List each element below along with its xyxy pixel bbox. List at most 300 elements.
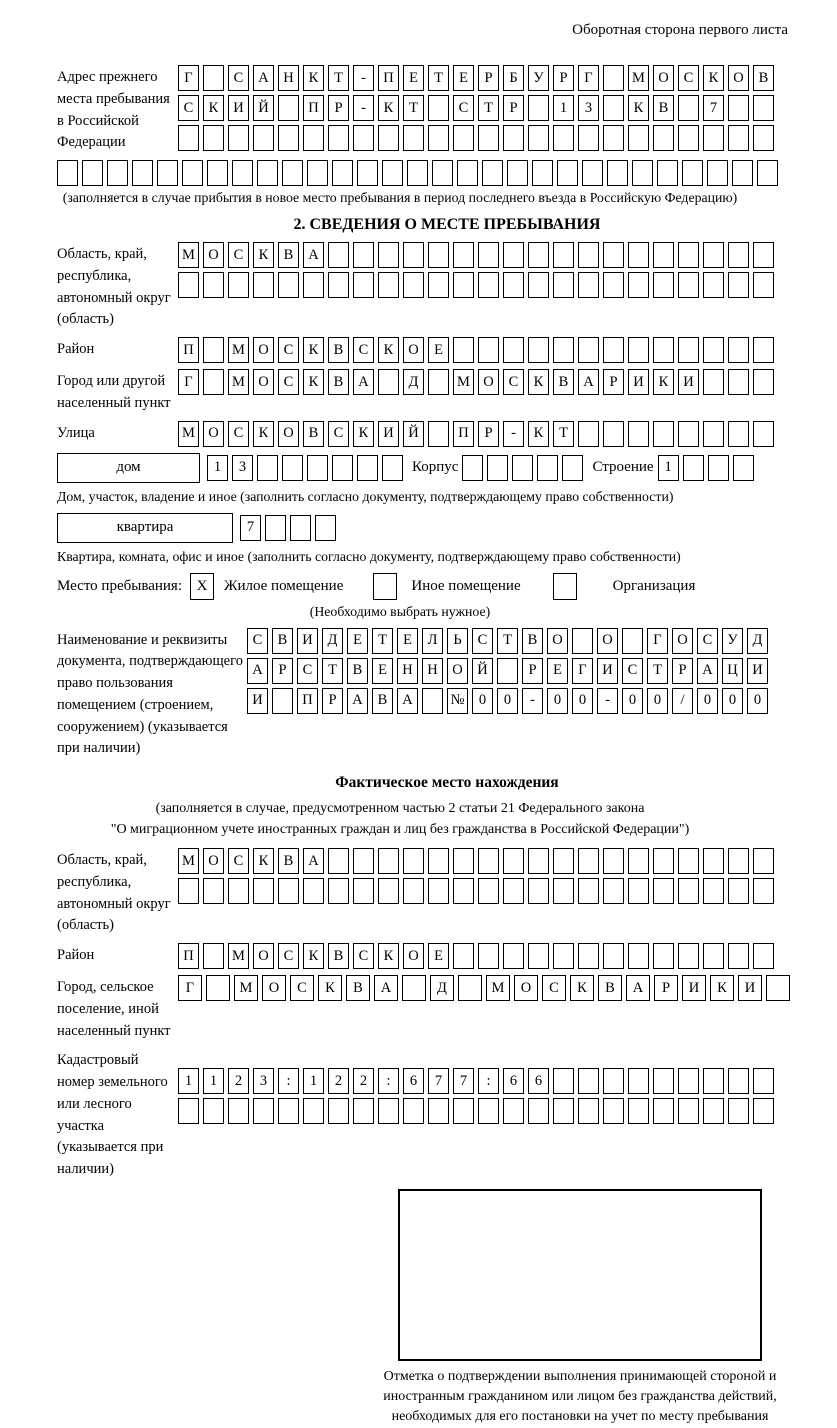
char-box[interactable]: [678, 421, 699, 447]
char-box[interactable]: [703, 943, 724, 969]
char-box[interactable]: Е: [372, 658, 393, 684]
char-box[interactable]: [703, 337, 724, 363]
char-box[interactable]: У: [722, 628, 743, 654]
char-box[interactable]: С: [503, 369, 524, 395]
char-box[interactable]: [653, 272, 674, 298]
char-box[interactable]: Г: [178, 65, 199, 91]
char-box[interactable]: Р: [478, 65, 499, 91]
char-box[interactable]: [453, 943, 474, 969]
char-box[interactable]: [403, 272, 424, 298]
char-box[interactable]: [265, 515, 286, 541]
char-box[interactable]: Т: [372, 628, 393, 654]
char-box[interactable]: [512, 455, 533, 481]
char-box[interactable]: И: [297, 628, 318, 654]
char-box[interactable]: [553, 125, 574, 151]
char-box[interactable]: И: [228, 95, 249, 121]
char-box[interactable]: [753, 1068, 774, 1094]
char-box[interactable]: 6: [503, 1068, 524, 1094]
char-box[interactable]: [578, 943, 599, 969]
char-box[interactable]: К: [703, 65, 724, 91]
char-box[interactable]: [503, 1098, 524, 1124]
char-box[interactable]: С: [353, 943, 374, 969]
char-box[interactable]: [253, 1098, 274, 1124]
char-box[interactable]: [503, 943, 524, 969]
char-box[interactable]: Й: [403, 421, 424, 447]
char-box[interactable]: [703, 272, 724, 298]
char-box[interactable]: [332, 455, 353, 481]
char-box[interactable]: О: [653, 65, 674, 91]
char-box[interactable]: 0: [497, 688, 518, 714]
char-box[interactable]: М: [234, 975, 258, 1001]
char-box[interactable]: [378, 125, 399, 151]
char-box[interactable]: К: [303, 337, 324, 363]
char-box[interactable]: [328, 125, 349, 151]
char-box[interactable]: О: [253, 369, 274, 395]
char-box[interactable]: С: [353, 337, 374, 363]
char-box[interactable]: [628, 848, 649, 874]
char-box[interactable]: [253, 125, 274, 151]
char-box[interactable]: [703, 242, 724, 268]
char-box[interactable]: [497, 658, 518, 684]
char-box[interactable]: В: [653, 95, 674, 121]
char-box[interactable]: 1: [178, 1068, 199, 1094]
char-box[interactable]: [766, 975, 790, 1001]
char-box[interactable]: М: [628, 65, 649, 91]
char-box[interactable]: [107, 160, 128, 186]
char-box[interactable]: [453, 1098, 474, 1124]
char-box[interactable]: [728, 878, 749, 904]
char-box[interactable]: Г: [572, 658, 593, 684]
char-box[interactable]: К: [303, 65, 324, 91]
char-box[interactable]: [353, 242, 374, 268]
char-box[interactable]: -: [522, 688, 543, 714]
char-box[interactable]: [132, 160, 153, 186]
char-box[interactable]: [382, 455, 403, 481]
char-box[interactable]: [206, 975, 230, 1001]
char-box[interactable]: [628, 421, 649, 447]
char-box[interactable]: [628, 1098, 649, 1124]
char-box[interactable]: [678, 242, 699, 268]
char-box[interactable]: [178, 878, 199, 904]
char-box[interactable]: [382, 160, 403, 186]
char-box[interactable]: Д: [322, 628, 343, 654]
char-box[interactable]: С: [278, 943, 299, 969]
char-box[interactable]: [653, 878, 674, 904]
char-box[interactable]: П: [178, 943, 199, 969]
char-box[interactable]: [703, 1098, 724, 1124]
char-box[interactable]: Г: [178, 369, 199, 395]
char-box[interactable]: [478, 337, 499, 363]
char-box[interactable]: [753, 125, 774, 151]
char-box[interactable]: [453, 878, 474, 904]
char-box[interactable]: [728, 848, 749, 874]
char-box[interactable]: [753, 848, 774, 874]
char-box[interactable]: К: [303, 943, 324, 969]
char-box[interactable]: А: [253, 65, 274, 91]
char-box[interactable]: А: [397, 688, 418, 714]
char-box[interactable]: [378, 272, 399, 298]
char-box[interactable]: [315, 515, 336, 541]
char-box[interactable]: [753, 878, 774, 904]
char-box[interactable]: К: [303, 369, 324, 395]
char-box[interactable]: Р: [603, 369, 624, 395]
char-box[interactable]: [207, 160, 228, 186]
char-box[interactable]: [453, 242, 474, 268]
char-box[interactable]: М: [228, 369, 249, 395]
char-box[interactable]: [553, 272, 574, 298]
char-box[interactable]: [603, 848, 624, 874]
char-box[interactable]: [678, 125, 699, 151]
char-box[interactable]: [353, 125, 374, 151]
char-box[interactable]: Ц: [722, 658, 743, 684]
char-box[interactable]: [453, 848, 474, 874]
char-box[interactable]: М: [486, 975, 510, 1001]
char-box[interactable]: [582, 160, 603, 186]
char-box[interactable]: [703, 421, 724, 447]
char-box[interactable]: [478, 272, 499, 298]
char-box[interactable]: 2: [328, 1068, 349, 1094]
char-box[interactable]: [678, 272, 699, 298]
char-box[interactable]: [703, 125, 724, 151]
char-box[interactable]: [282, 455, 303, 481]
char-box[interactable]: О: [672, 628, 693, 654]
char-box[interactable]: [282, 160, 303, 186]
char-box[interactable]: [728, 943, 749, 969]
char-box[interactable]: [678, 943, 699, 969]
char-box[interactable]: [728, 1068, 749, 1094]
char-box[interactable]: [628, 337, 649, 363]
char-box[interactable]: :: [478, 1068, 499, 1094]
char-box[interactable]: [528, 1098, 549, 1124]
char-box[interactable]: [528, 878, 549, 904]
char-box[interactable]: [428, 1098, 449, 1124]
char-box[interactable]: О: [547, 628, 568, 654]
char-box[interactable]: [528, 95, 549, 121]
char-box[interactable]: Б: [503, 65, 524, 91]
char-box[interactable]: [328, 848, 349, 874]
char-box[interactable]: [203, 878, 224, 904]
char-box[interactable]: [328, 242, 349, 268]
char-box[interactable]: В: [347, 658, 368, 684]
char-box[interactable]: В: [328, 337, 349, 363]
char-box[interactable]: [728, 1098, 749, 1124]
char-box[interactable]: 7: [240, 515, 261, 541]
char-box[interactable]: 6: [403, 1068, 424, 1094]
char-box[interactable]: К: [528, 421, 549, 447]
char-box[interactable]: П: [303, 95, 324, 121]
char-box[interactable]: Й: [472, 658, 493, 684]
char-box[interactable]: [678, 878, 699, 904]
char-box[interactable]: 6: [528, 1068, 549, 1094]
char-box[interactable]: Н: [397, 658, 418, 684]
char-box[interactable]: [157, 160, 178, 186]
char-box[interactable]: [228, 878, 249, 904]
char-box[interactable]: [428, 369, 449, 395]
char-box[interactable]: [653, 125, 674, 151]
char-box[interactable]: 1: [203, 1068, 224, 1094]
char-box[interactable]: О: [514, 975, 538, 1001]
char-box[interactable]: С: [247, 628, 268, 654]
char-box[interactable]: [482, 160, 503, 186]
char-box[interactable]: К: [378, 337, 399, 363]
char-box[interactable]: [278, 95, 299, 121]
char-box[interactable]: [503, 242, 524, 268]
char-box[interactable]: 7: [703, 95, 724, 121]
char-box[interactable]: [528, 337, 549, 363]
char-box[interactable]: Р: [322, 688, 343, 714]
char-box[interactable]: [528, 242, 549, 268]
char-box[interactable]: [402, 975, 426, 1001]
char-box[interactable]: :: [278, 1068, 299, 1094]
char-box[interactable]: Е: [547, 658, 568, 684]
char-box[interactable]: [753, 242, 774, 268]
char-box[interactable]: [703, 369, 724, 395]
char-box[interactable]: [603, 125, 624, 151]
char-box[interactable]: О: [403, 337, 424, 363]
char-box[interactable]: С: [328, 421, 349, 447]
char-box[interactable]: [453, 125, 474, 151]
char-box[interactable]: [232, 160, 253, 186]
char-box[interactable]: 3: [578, 95, 599, 121]
char-box[interactable]: Т: [553, 421, 574, 447]
char-box[interactable]: [290, 515, 311, 541]
char-box[interactable]: [528, 125, 549, 151]
char-box[interactable]: А: [303, 848, 324, 874]
char-box[interactable]: [503, 337, 524, 363]
char-box[interactable]: У: [528, 65, 549, 91]
char-box[interactable]: [578, 848, 599, 874]
char-box[interactable]: Т: [328, 65, 349, 91]
char-box[interactable]: [553, 943, 574, 969]
char-box[interactable]: С: [278, 369, 299, 395]
char-box[interactable]: [357, 160, 378, 186]
char-box[interactable]: [332, 160, 353, 186]
char-box[interactable]: П: [297, 688, 318, 714]
char-box[interactable]: В: [753, 65, 774, 91]
char-box[interactable]: [422, 688, 443, 714]
char-box[interactable]: [428, 421, 449, 447]
char-box[interactable]: [653, 242, 674, 268]
char-box[interactable]: [253, 878, 274, 904]
char-box[interactable]: -: [503, 421, 524, 447]
char-box[interactable]: Т: [403, 95, 424, 121]
char-box[interactable]: [753, 95, 774, 121]
char-box[interactable]: [682, 160, 703, 186]
char-box[interactable]: 1: [553, 95, 574, 121]
char-box[interactable]: [428, 878, 449, 904]
char-box[interactable]: [603, 1098, 624, 1124]
char-box[interactable]: [307, 455, 328, 481]
char-box[interactable]: С: [697, 628, 718, 654]
char-box[interactable]: [203, 943, 224, 969]
char-box[interactable]: [603, 1068, 624, 1094]
char-box[interactable]: /: [672, 688, 693, 714]
char-box[interactable]: О: [262, 975, 286, 1001]
char-box[interactable]: Д: [747, 628, 768, 654]
char-box[interactable]: О: [597, 628, 618, 654]
char-box[interactable]: [653, 848, 674, 874]
char-box[interactable]: [353, 878, 374, 904]
char-box[interactable]: А: [353, 369, 374, 395]
char-box[interactable]: [728, 272, 749, 298]
char-box[interactable]: [707, 160, 728, 186]
char-box[interactable]: Д: [403, 369, 424, 395]
char-box[interactable]: [728, 242, 749, 268]
char-box[interactable]: О: [403, 943, 424, 969]
char-box[interactable]: И: [378, 421, 399, 447]
char-box[interactable]: [728, 125, 749, 151]
char-box[interactable]: В: [278, 848, 299, 874]
char-box[interactable]: [578, 337, 599, 363]
char-box[interactable]: К: [203, 95, 224, 121]
char-box[interactable]: Р: [272, 658, 293, 684]
char-box[interactable]: [653, 421, 674, 447]
char-box[interactable]: 1: [207, 455, 228, 481]
char-box[interactable]: М: [178, 242, 199, 268]
char-box[interactable]: К: [378, 943, 399, 969]
char-box[interactable]: [378, 1098, 399, 1124]
char-box[interactable]: 1: [658, 455, 679, 481]
char-box[interactable]: [528, 272, 549, 298]
char-box[interactable]: [428, 125, 449, 151]
char-box[interactable]: [462, 455, 483, 481]
char-box[interactable]: [603, 943, 624, 969]
char-box[interactable]: С: [542, 975, 566, 1001]
char-box[interactable]: [622, 628, 643, 654]
char-box[interactable]: И: [747, 658, 768, 684]
char-box[interactable]: К: [253, 421, 274, 447]
char-box[interactable]: Р: [522, 658, 543, 684]
char-box[interactable]: [528, 943, 549, 969]
char-box[interactable]: [733, 455, 754, 481]
char-box[interactable]: Т: [647, 658, 668, 684]
char-box[interactable]: [578, 1068, 599, 1094]
char-box[interactable]: [628, 1068, 649, 1094]
char-box[interactable]: [203, 65, 224, 91]
char-box[interactable]: Р: [503, 95, 524, 121]
char-box[interactable]: [632, 160, 653, 186]
char-box[interactable]: [537, 455, 558, 481]
char-box[interactable]: М: [178, 848, 199, 874]
char-box[interactable]: [728, 369, 749, 395]
char-box[interactable]: К: [378, 95, 399, 121]
char-box[interactable]: С: [678, 65, 699, 91]
char-box[interactable]: [607, 160, 628, 186]
char-box[interactable]: Р: [553, 65, 574, 91]
char-box[interactable]: Р: [672, 658, 693, 684]
char-box[interactable]: [478, 125, 499, 151]
char-box[interactable]: О: [728, 65, 749, 91]
char-box[interactable]: [603, 65, 624, 91]
char-box[interactable]: [678, 1068, 699, 1094]
char-box[interactable]: [378, 242, 399, 268]
char-box[interactable]: [678, 95, 699, 121]
char-box[interactable]: Ь: [447, 628, 468, 654]
char-box[interactable]: [57, 160, 78, 186]
char-box[interactable]: Г: [178, 975, 202, 1001]
char-box[interactable]: К: [318, 975, 342, 1001]
char-box[interactable]: [203, 369, 224, 395]
char-box[interactable]: 7: [428, 1068, 449, 1094]
char-box[interactable]: А: [374, 975, 398, 1001]
char-box[interactable]: [753, 369, 774, 395]
char-box[interactable]: [578, 421, 599, 447]
char-box[interactable]: [728, 95, 749, 121]
char-box[interactable]: [272, 688, 293, 714]
char-box[interactable]: [603, 878, 624, 904]
char-box[interactable]: К: [710, 975, 734, 1001]
char-box[interactable]: [553, 242, 574, 268]
char-box[interactable]: М: [228, 337, 249, 363]
char-box[interactable]: [278, 878, 299, 904]
char-box[interactable]: [478, 242, 499, 268]
char-box[interactable]: [478, 1098, 499, 1124]
char-box[interactable]: [753, 272, 774, 298]
char-box[interactable]: О: [278, 421, 299, 447]
char-box[interactable]: [578, 272, 599, 298]
char-box[interactable]: [353, 848, 374, 874]
char-box[interactable]: С: [453, 95, 474, 121]
char-box[interactable]: [553, 848, 574, 874]
char-box[interactable]: [257, 455, 278, 481]
char-box[interactable]: И: [682, 975, 706, 1001]
char-box[interactable]: [82, 160, 103, 186]
char-box[interactable]: [753, 337, 774, 363]
char-box[interactable]: Н: [278, 65, 299, 91]
char-box[interactable]: К: [253, 242, 274, 268]
char-box[interactable]: [178, 125, 199, 151]
char-box[interactable]: [228, 125, 249, 151]
char-box[interactable]: [228, 1098, 249, 1124]
char-box[interactable]: [428, 272, 449, 298]
char-box[interactable]: К: [528, 369, 549, 395]
char-box[interactable]: И: [678, 369, 699, 395]
char-box[interactable]: М: [453, 369, 474, 395]
char-box[interactable]: [428, 242, 449, 268]
char-box[interactable]: [303, 1098, 324, 1124]
char-box[interactable]: [708, 455, 729, 481]
char-box[interactable]: [572, 628, 593, 654]
char-box[interactable]: О: [203, 242, 224, 268]
char-box[interactable]: Е: [428, 337, 449, 363]
char-box[interactable]: О: [478, 369, 499, 395]
char-box[interactable]: [178, 272, 199, 298]
char-box[interactable]: М: [178, 421, 199, 447]
char-box[interactable]: [628, 943, 649, 969]
char-box[interactable]: В: [522, 628, 543, 654]
char-box[interactable]: [528, 848, 549, 874]
char-box[interactable]: Т: [428, 65, 449, 91]
char-box[interactable]: 0: [622, 688, 643, 714]
char-box[interactable]: [503, 125, 524, 151]
char-box[interactable]: [653, 1068, 674, 1094]
char-box[interactable]: [432, 160, 453, 186]
char-box[interactable]: [178, 1098, 199, 1124]
char-box[interactable]: 1: [303, 1068, 324, 1094]
char-box[interactable]: [757, 160, 778, 186]
char-box[interactable]: К: [653, 369, 674, 395]
char-box[interactable]: [303, 125, 324, 151]
char-box[interactable]: [532, 160, 553, 186]
char-box[interactable]: [453, 337, 474, 363]
char-box[interactable]: О: [253, 943, 274, 969]
char-box[interactable]: [203, 337, 224, 363]
char-box[interactable]: Д: [430, 975, 454, 1001]
char-box[interactable]: [553, 1068, 574, 1094]
char-box[interactable]: [478, 878, 499, 904]
char-box[interactable]: [378, 848, 399, 874]
char-box[interactable]: [553, 337, 574, 363]
